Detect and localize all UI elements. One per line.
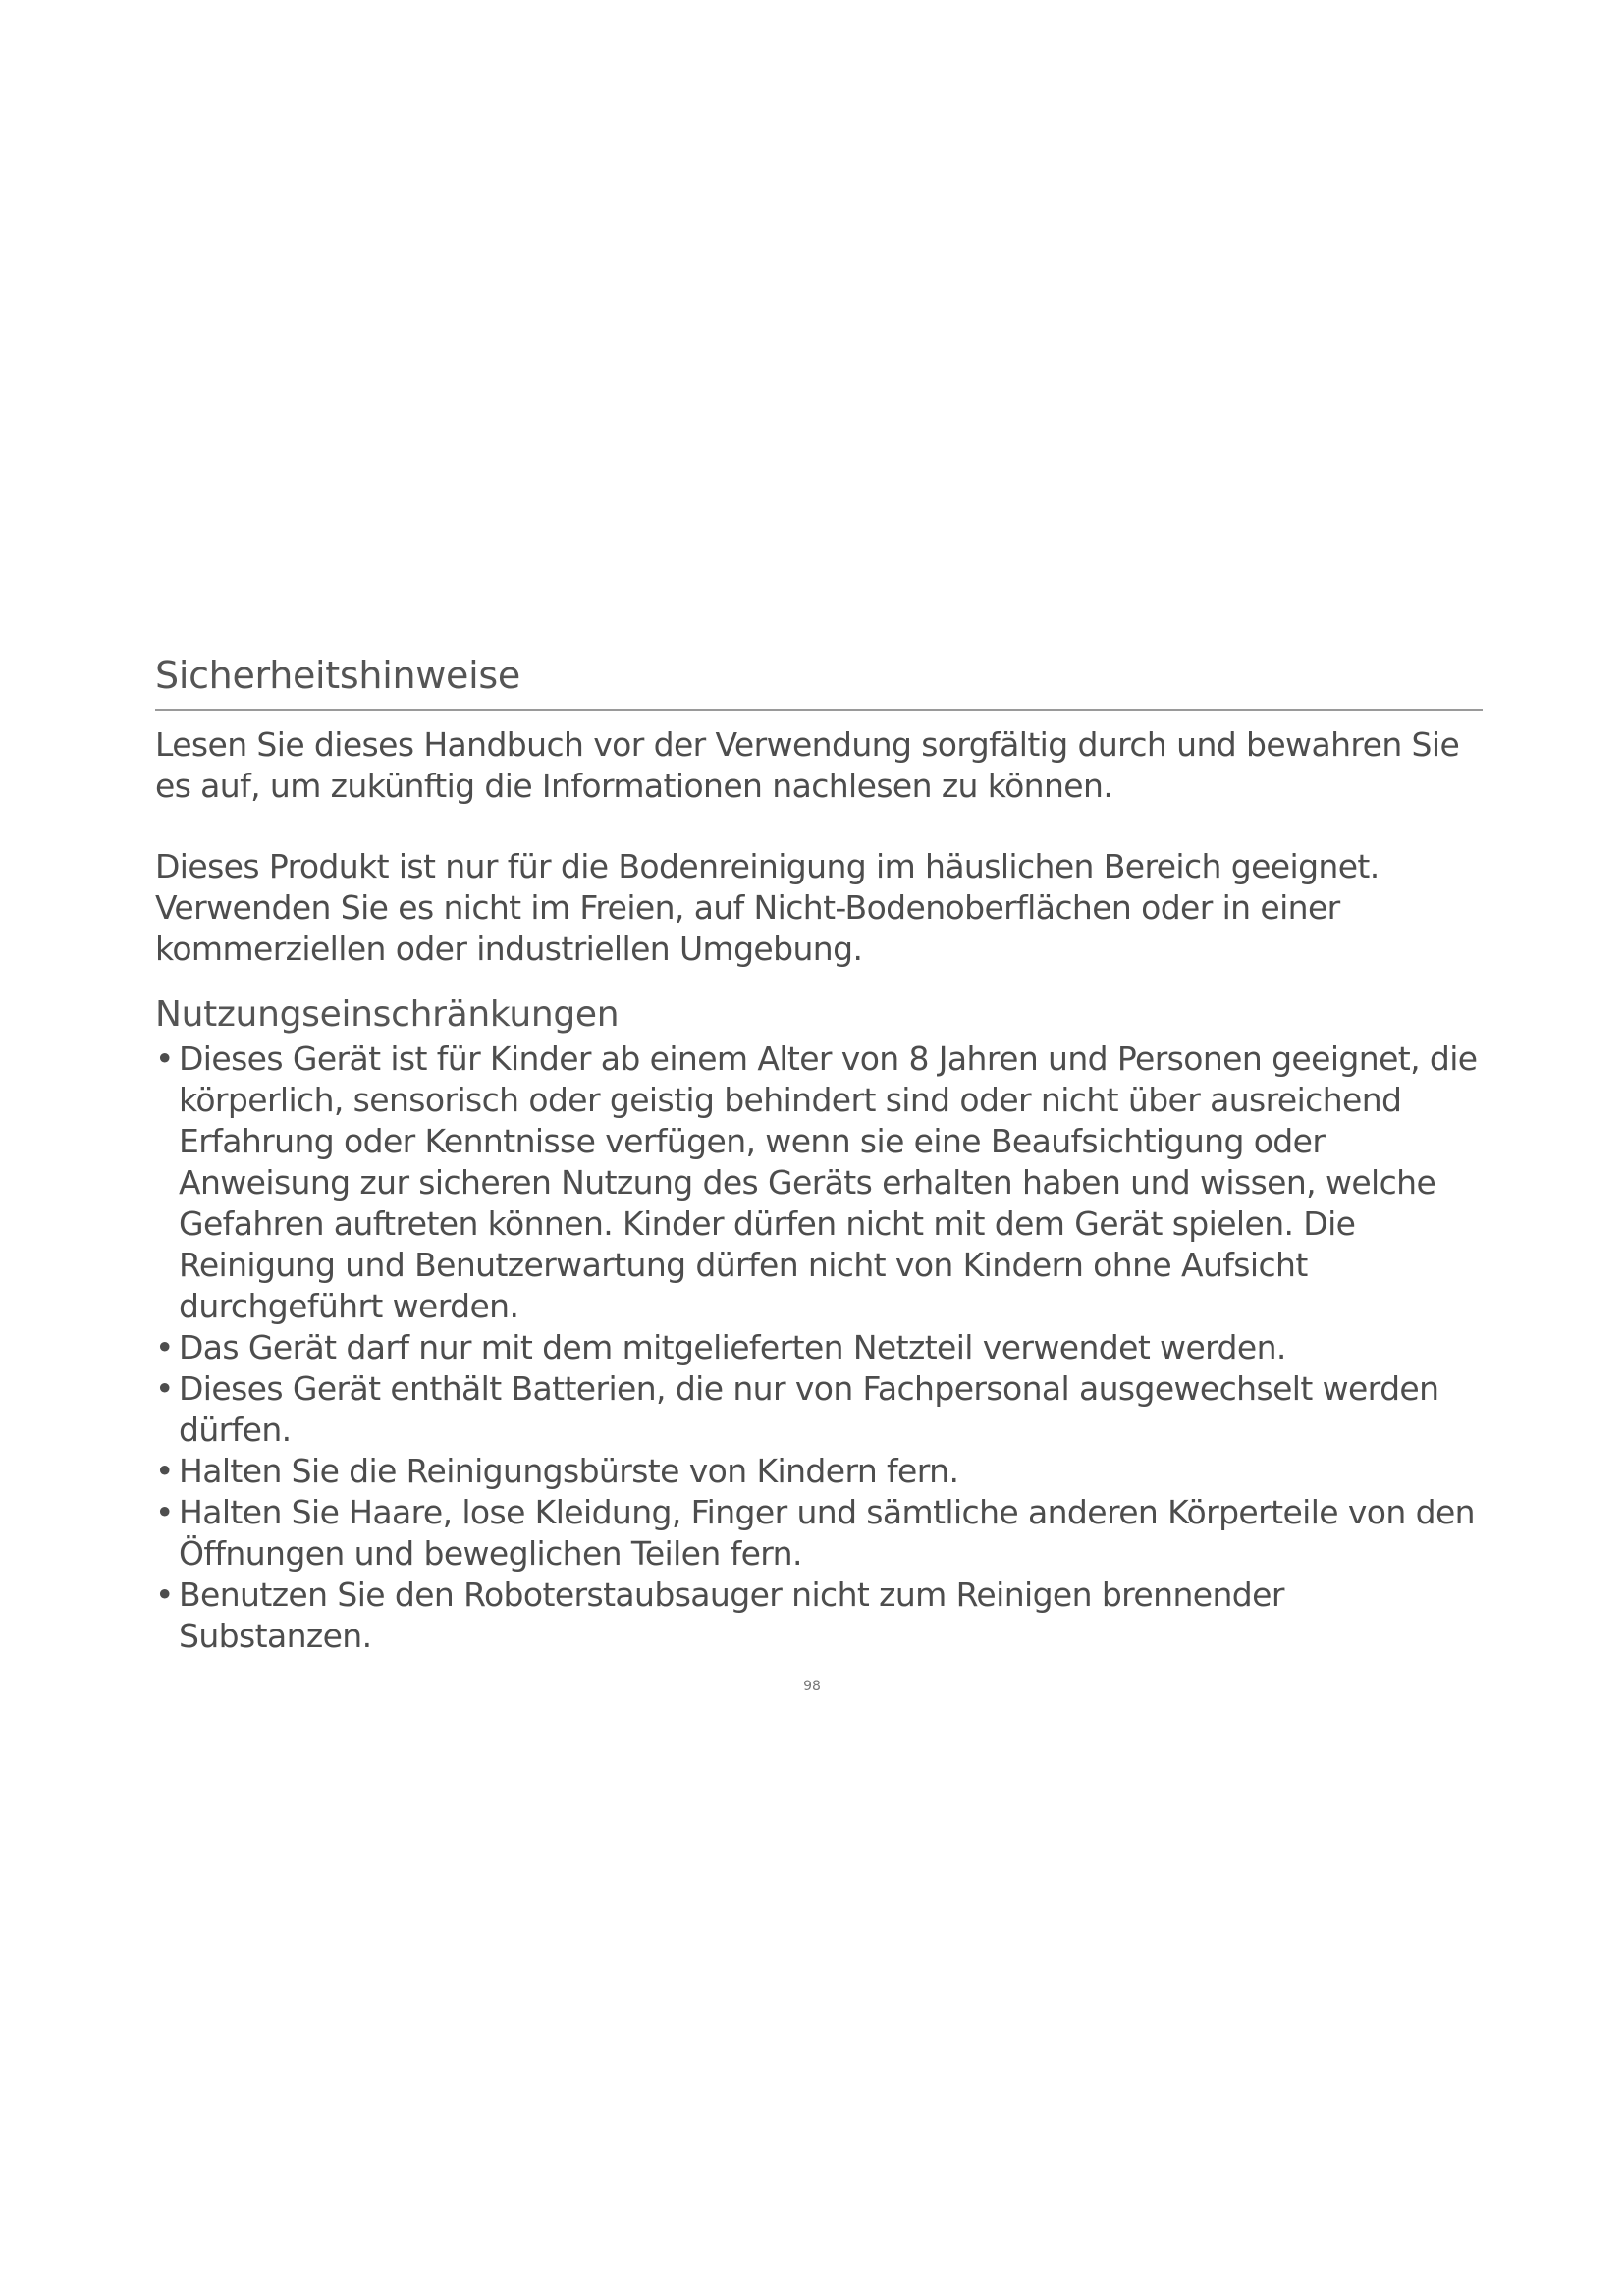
restrictions-list bbox=[155, 1039, 1483, 1657]
list-item bbox=[155, 1039, 1483, 1327]
page-number: 98 bbox=[803, 1679, 821, 1694]
page-content bbox=[155, 651, 1483, 1657]
bullet-icon: • bbox=[155, 1575, 174, 1614]
bullet-icon: • bbox=[155, 1452, 174, 1490]
list-item-text: Das Gerät darf nur mit dem mitgelieferten Netzteil verwendet werden. bbox=[179, 1328, 1286, 1366]
list-item bbox=[155, 1575, 1483, 1657]
list-item bbox=[155, 1492, 1483, 1575]
list-item-text: Halten Sie die Reinigungsbürste von Kindern fern. bbox=[179, 1452, 959, 1490]
intro-paragraph-2: Dieses Produkt ist nur für die Bodenreinigung im häuslichen Bereich geeignet. Verwenden Sie es nicht im Freien, auf Nicht-Bodenoberflächen oder in einer kommerziellen oder industriellen Umgebung. bbox=[155, 847, 1380, 968]
list-item-text: Halten Sie Haare, lose Kleidung, Finger und sämtliche anderen Körperteile von den Öffnungen und beweglichen Teilen fern. bbox=[179, 1493, 1475, 1573]
list-item-text: Dieses Gerät enthält Batterien, die nur von Fachpersonal ausgewechselt werden dürfen. bbox=[179, 1369, 1439, 1449]
intro-paragraph-1: Lesen Sie dieses Handbuch vor der Verwendung sorgfältig durch und bewahren Sie es auf, um zukünftig die Informationen nachlesen zu können. bbox=[155, 725, 1460, 805]
section-title: Sicherheitshinweise bbox=[155, 654, 520, 697]
list-item bbox=[155, 1327, 1483, 1368]
list-item-text: Benutzen Sie den Roboterstaubsauger nicht zum Reinigen brennender Substanzen. bbox=[179, 1575, 1284, 1655]
list-item bbox=[155, 1368, 1483, 1451]
bullet-icon: • bbox=[155, 1369, 174, 1408]
bullet-icon: • bbox=[155, 1040, 174, 1078]
subsection-title: Nutzungseinschränkungen bbox=[155, 994, 620, 1035]
bullet-icon: • bbox=[155, 1493, 174, 1531]
list-item-text: Dieses Gerät ist für Kinder ab einem Alter von 8 Jahren und Personen geeignet, die körperlich, sensorisch oder geistig behindert sind oder nicht über ausreichend Erfahrung oder Kenntnisse verfügen, wenn sie eine Beaufsichtigung oder Anweisung zur sicheren Nutzung des Geräts erhalten haben und wissen, welche Gefahren auftreten können. Kinder dürfen nicht mit dem Gerät spielen. Die Reinigung und Benutzerwartung dürfen nicht von Kindern ohne Aufsicht durchgeführt werden. bbox=[179, 1040, 1478, 1325]
bullet-icon: • bbox=[155, 1328, 174, 1366]
title-divider bbox=[155, 709, 1483, 711]
list-item bbox=[155, 1451, 1483, 1492]
